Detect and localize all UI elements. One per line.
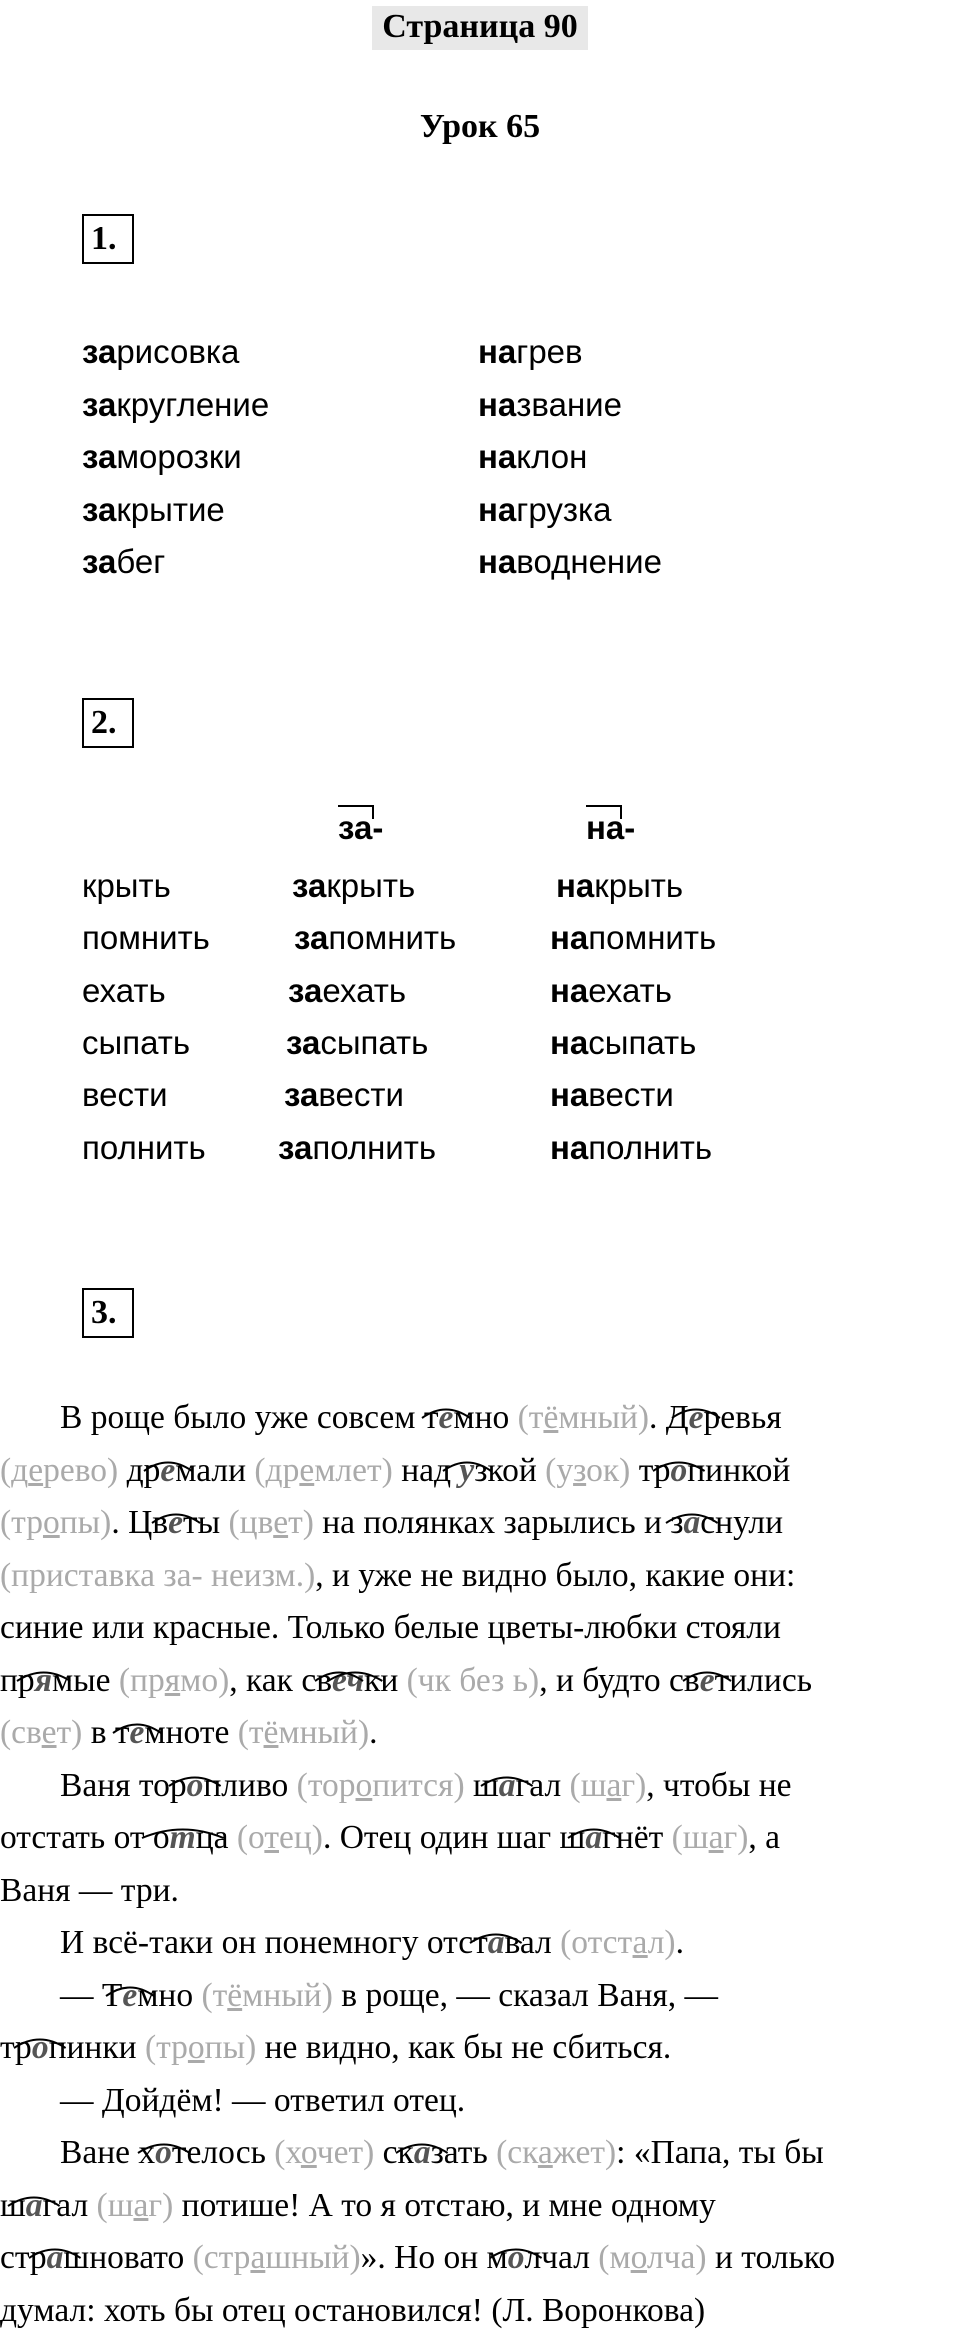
word-rest: кругление <box>116 385 270 423</box>
check-word: т) <box>56 1714 83 1751</box>
check-word: ок) <box>586 1451 631 1489</box>
text-run: тились <box>714 1661 812 1699</box>
text-run: ш <box>0 2186 26 2224</box>
checked-vowel: о <box>31 2029 49 2066</box>
text-run: др <box>118 1451 161 1489</box>
check-word: г) <box>723 1819 749 1856</box>
text-run: ца <box>195 1819 237 1856</box>
word-rest: крытие <box>116 490 225 528</box>
check-word: мный) <box>558 1399 650 1436</box>
check-word: млет) <box>314 1451 393 1489</box>
check-word-letter: ё <box>227 1976 243 2014</box>
text-run: Ваня тор <box>60 1766 187 1804</box>
check-word: мный) <box>278 1714 370 1751</box>
base-verb: ехать <box>82 971 166 1009</box>
check-word-letter: о <box>355 1766 373 1804</box>
text-line <box>0 1707 378 1759</box>
base-verb: вести <box>82 1076 168 1114</box>
checked-vowel: е <box>438 1399 454 1436</box>
check-word-letter: а <box>537 2134 553 2171</box>
text-run: ревья <box>703 1399 782 1436</box>
word-rest: клон <box>516 438 588 475</box>
check-word-letter: я <box>164 1661 181 1699</box>
text-line <box>0 2127 824 2179</box>
prefix: на <box>550 971 589 1009</box>
check-word-letter: а <box>133 2186 149 2224</box>
checked-vowel: у <box>459 1451 475 1489</box>
text-run: отстать от о <box>0 1819 170 1856</box>
word-rest: сыпать <box>320 1023 429 1061</box>
verb-za <box>294 918 456 958</box>
prefix: за <box>278 1128 313 1166</box>
word-rest: вести <box>318 1076 404 1114</box>
text-run: мали <box>175 1451 255 1489</box>
prefix: за <box>82 543 117 580</box>
prefix: на <box>556 867 595 904</box>
text-run: И всё-таки он понемногу отст <box>60 1924 488 1961</box>
text-run: телось <box>171 2134 275 2171</box>
word-rest: помнить <box>328 919 457 957</box>
text-run: , и будто св <box>539 1661 700 1699</box>
text-run: мно <box>137 1976 202 2014</box>
text-line <box>0 1865 179 1917</box>
check-word-letter: з <box>573 1451 587 1489</box>
text-run: потише! А то я отстаю, и мне одному <box>173 2186 716 2224</box>
text-line <box>0 1392 782 1444</box>
text-run: Ване х <box>60 2134 156 2171</box>
prefix: за <box>82 385 117 423</box>
checked-vowel: а <box>683 1504 701 1541</box>
check-word: (пр <box>118 1661 165 1699</box>
text-run: шновато <box>63 2239 193 2276</box>
word-rest: полнить <box>312 1128 437 1166</box>
text-run: гал <box>42 2186 97 2224</box>
text-run: в роще, — сказал Ваня, — <box>332 1976 719 2014</box>
check-word-letter: а <box>632 1924 648 1961</box>
prefix: на <box>550 1128 589 1166</box>
text-line <box>0 1970 718 2022</box>
word-za <box>82 385 269 425</box>
word-rest: грузка <box>516 490 612 528</box>
page-number-label: Страница 90 <box>372 6 587 50</box>
check-word-letter: е <box>273 1504 289 1541</box>
check-word: (о <box>236 1819 265 1856</box>
verb-za <box>288 971 406 1011</box>
task-3-number: 3. <box>82 1288 134 1338</box>
check-word-letter: т <box>264 1819 279 1856</box>
text-run: лчал <box>524 2239 599 2276</box>
verb-na <box>550 971 672 1011</box>
text-line <box>0 2232 835 2284</box>
check-word-letter: е <box>41 1714 57 1751</box>
check-word: (стр <box>192 2239 251 2276</box>
word-rest: звание <box>516 385 622 423</box>
prefix: на <box>478 385 517 423</box>
check-word-letter: е <box>299 1451 315 1489</box>
checked-vowel: а <box>498 1766 516 1804</box>
text-line <box>0 2180 716 2232</box>
word-rest: рисовка <box>116 333 240 370</box>
text-run: ки <box>364 1661 407 1699</box>
task-1-number: 1. <box>82 214 134 264</box>
text-line <box>0 2075 465 2127</box>
check-word: (св <box>0 1714 42 1751</box>
text-run: В роще было уже совсем <box>60 1399 424 1436</box>
verb-na <box>550 918 716 958</box>
text-run: , как св <box>229 1661 333 1699</box>
check-word: (чк без ь) <box>406 1661 540 1699</box>
text-run: синие или красные. Только белые цветы-любки стояли <box>0 1609 781 1646</box>
checked-vowel: а <box>487 1924 505 1961</box>
check-word-letter: ё <box>543 1399 559 1436</box>
text-run: пинки <box>48 2029 145 2066</box>
check-word: (тор <box>296 1766 356 1804</box>
word-rest: крыть <box>326 867 416 904</box>
text-run: мноте <box>144 1714 238 1751</box>
check-word: (приставка за- неизм.) <box>0 1556 316 1594</box>
check-word: т) <box>288 1504 314 1541</box>
text-run: т <box>423 1399 439 1436</box>
text-line <box>0 1497 783 1549</box>
text-line <box>0 1812 780 1864</box>
prefix: на <box>478 438 517 475</box>
verb-za <box>292 866 415 906</box>
lesson-title: Урок 65 <box>419 108 541 145</box>
text-run: снули <box>700 1504 784 1541</box>
check-word: пится) <box>372 1766 465 1804</box>
word-za <box>82 437 242 477</box>
check-word: рево) <box>43 1451 119 1489</box>
check-word-letter: а <box>606 1766 622 1804</box>
check-word: жет) <box>552 2134 617 2171</box>
prefix: на <box>478 333 517 370</box>
word-rest: помнить <box>588 919 717 957</box>
checked-vowel: т <box>169 1819 196 1856</box>
task-2-number: 2. <box>82 698 134 748</box>
check-word: (цв <box>228 1504 274 1541</box>
page-number <box>0 6 960 50</box>
text-run: пр <box>0 1661 35 1699</box>
checked-vowel: е <box>122 1976 138 2014</box>
check-word: (отст <box>560 1924 633 1961</box>
verb-za <box>284 1075 404 1115</box>
prefix: за <box>82 438 117 475</box>
verb-za <box>286 1023 428 1063</box>
word-za <box>82 490 225 530</box>
check-word-letter: а <box>250 2239 266 2276</box>
text-run: пинкой <box>687 1451 791 1489</box>
checked-vowel: а <box>25 2186 43 2224</box>
word-na <box>478 542 662 582</box>
text-line <box>0 2022 671 2074</box>
word-na <box>478 490 611 530</box>
checked-vowel: о <box>670 1451 688 1489</box>
text-run: . Д <box>649 1399 689 1436</box>
check-word: (д <box>0 1451 29 1489</box>
check-word: (др <box>254 1451 300 1489</box>
check-word: пы) <box>204 2029 257 2066</box>
checked-vowel: я <box>34 1661 52 1699</box>
prefix: за <box>288 971 323 1009</box>
check-word-letter: ё <box>263 1714 279 1751</box>
prefix: на <box>550 1076 589 1114</box>
word-za <box>82 542 165 582</box>
verb-za <box>278 1128 436 1168</box>
text-run: тр <box>0 2029 32 2066</box>
checked-vowel: е <box>332 1661 347 1699</box>
text-run: ск <box>374 2134 414 2171</box>
prefix-mark <box>586 805 622 819</box>
checked-vowel: а <box>585 1819 603 1856</box>
base-verb: крыть <box>82 867 171 904</box>
text-run: , а <box>748 1819 781 1856</box>
text-run: на полянках зарылись и з <box>313 1504 684 1541</box>
text-line <box>0 2285 705 2337</box>
check-word-letter: о <box>187 2029 205 2066</box>
text-run: над <box>392 1451 460 1489</box>
prefix-za-heading: за- <box>338 808 383 848</box>
text-run: не видно, как бы не сбиться. <box>256 2029 672 2066</box>
check-word: (у <box>545 1451 574 1489</box>
prefix: за <box>82 333 117 370</box>
check-word: (ш <box>96 2186 134 2224</box>
check-word-letter: о <box>630 2239 647 2276</box>
check-word: (м <box>598 2239 631 2276</box>
text-run: — Т <box>60 1976 123 2014</box>
prefix: на <box>550 919 589 957</box>
checked-vowel: о <box>155 2134 172 2171</box>
text-run: гнёт <box>602 1819 672 1856</box>
word-na <box>478 332 583 372</box>
checked-vowel: ч <box>346 1661 365 1699</box>
check-word: г) <box>621 1766 647 1804</box>
word-rest: полнить <box>588 1128 713 1166</box>
text-run: . Цв <box>111 1504 169 1541</box>
checked-vowel: а <box>46 2239 64 2276</box>
check-word-letter: о <box>42 1504 60 1541</box>
check-word: шный) <box>265 2239 361 2276</box>
prefix-mark <box>338 805 374 819</box>
word-rest: воднение <box>516 543 662 580</box>
text-run: : «Папа, ты бы <box>616 2134 824 2171</box>
check-word: лча) <box>646 2239 707 2276</box>
text-run: зать <box>430 2134 497 2171</box>
check-word-letter: о <box>300 2134 317 2171</box>
text-line <box>0 1550 795 1602</box>
checked-vowel: е <box>129 1714 145 1751</box>
text-run: ты <box>182 1504 229 1541</box>
check-word-letter: а <box>708 1819 724 1856</box>
checked-vowel: а <box>413 2134 431 2171</box>
check-word: мный) <box>242 1976 333 2014</box>
text-run: мно <box>453 1399 518 1436</box>
verb-na <box>550 1075 674 1115</box>
checked-vowel: е <box>688 1399 704 1436</box>
verb-na <box>550 1128 712 1168</box>
check-word: (х <box>274 2134 301 2171</box>
text-run: думал: хоть бы отец остановился! (Л. Воронкова) <box>0 2291 706 2329</box>
checked-vowel: о <box>186 1766 204 1804</box>
checked-vowel: е <box>699 1661 715 1699</box>
word-rest: ехать <box>322 971 407 1009</box>
word-na <box>478 437 587 477</box>
text-run: . <box>675 1924 684 1961</box>
word-rest: грев <box>516 333 583 370</box>
check-word: (ш <box>671 1819 709 1856</box>
text-run: — Дойдём! — ответил отец. <box>60 2081 466 2119</box>
text-line <box>0 1917 684 1969</box>
check-word: (т <box>517 1399 544 1436</box>
check-word: г) <box>148 2186 174 2224</box>
text-run: зкой <box>474 1451 546 1489</box>
checked-vowel: о <box>507 2239 525 2276</box>
base-verb: помнить <box>82 919 210 957</box>
prefix-na-heading: на- <box>586 808 635 848</box>
text-run: мые <box>51 1661 119 1699</box>
check-word: пы) <box>59 1504 112 1541</box>
base-verb: сыпать <box>82 1023 191 1061</box>
prefix: за <box>284 1076 319 1114</box>
text-run: ш <box>464 1766 499 1804</box>
check-word: чет) <box>316 2134 375 2171</box>
word-na <box>478 385 622 425</box>
text-line <box>0 1602 781 1654</box>
check-word: ец) <box>279 1819 323 1856</box>
check-word: (т <box>237 1714 264 1751</box>
word-rest: крыть <box>594 867 684 904</box>
text-run: . Отец один шаг ш <box>322 1819 586 1856</box>
text-run: тр <box>630 1451 671 1489</box>
text-run: стр <box>0 2239 47 2276</box>
word-rest: сыпать <box>588 1023 697 1061</box>
check-word-letter: е <box>28 1451 44 1489</box>
text-run: пливо <box>203 1766 297 1804</box>
prefix: за <box>292 867 327 904</box>
prefix: за <box>82 490 117 528</box>
check-word: (тр <box>0 1504 43 1541</box>
word-rest: ехать <box>588 971 672 1009</box>
text-run: в т <box>82 1714 130 1751</box>
check-word: (тр <box>144 2029 188 2066</box>
word-rest: вести <box>588 1076 674 1114</box>
text-run: гал <box>515 1766 570 1804</box>
text-run: , чтобы не <box>646 1766 792 1804</box>
text-run: и только <box>706 2239 836 2276</box>
check-word: мо) <box>180 1661 230 1699</box>
text-line <box>0 1760 792 1812</box>
prefix: за <box>286 1023 321 1061</box>
word-za <box>82 332 239 372</box>
check-word: (т <box>201 1976 228 2014</box>
text-line <box>0 1655 812 1707</box>
prefix: на <box>478 490 517 528</box>
text-line <box>0 1445 790 1497</box>
word-rest: морозки <box>116 438 242 475</box>
check-word: (ск <box>496 2134 538 2171</box>
verb-na <box>556 866 683 906</box>
check-word: л) <box>647 1924 676 1961</box>
checked-vowel: е <box>160 1451 176 1489</box>
prefix: на <box>550 1023 589 1061</box>
text-run: . <box>369 1714 378 1751</box>
prefix: за <box>294 919 329 957</box>
text-run: ». Но он м <box>360 2239 508 2276</box>
base-verb: полнить <box>82 1128 206 1166</box>
check-word: (ш <box>569 1766 607 1804</box>
text-run: вал <box>504 1924 561 1961</box>
prefix: на <box>478 543 517 580</box>
word-rest: бег <box>116 543 166 580</box>
text-run: Ваня — три. <box>0 1871 179 1909</box>
checked-vowel: е <box>168 1504 183 1541</box>
verb-na <box>550 1023 696 1063</box>
text-run: , и уже не видно было, какие они: <box>315 1556 796 1594</box>
